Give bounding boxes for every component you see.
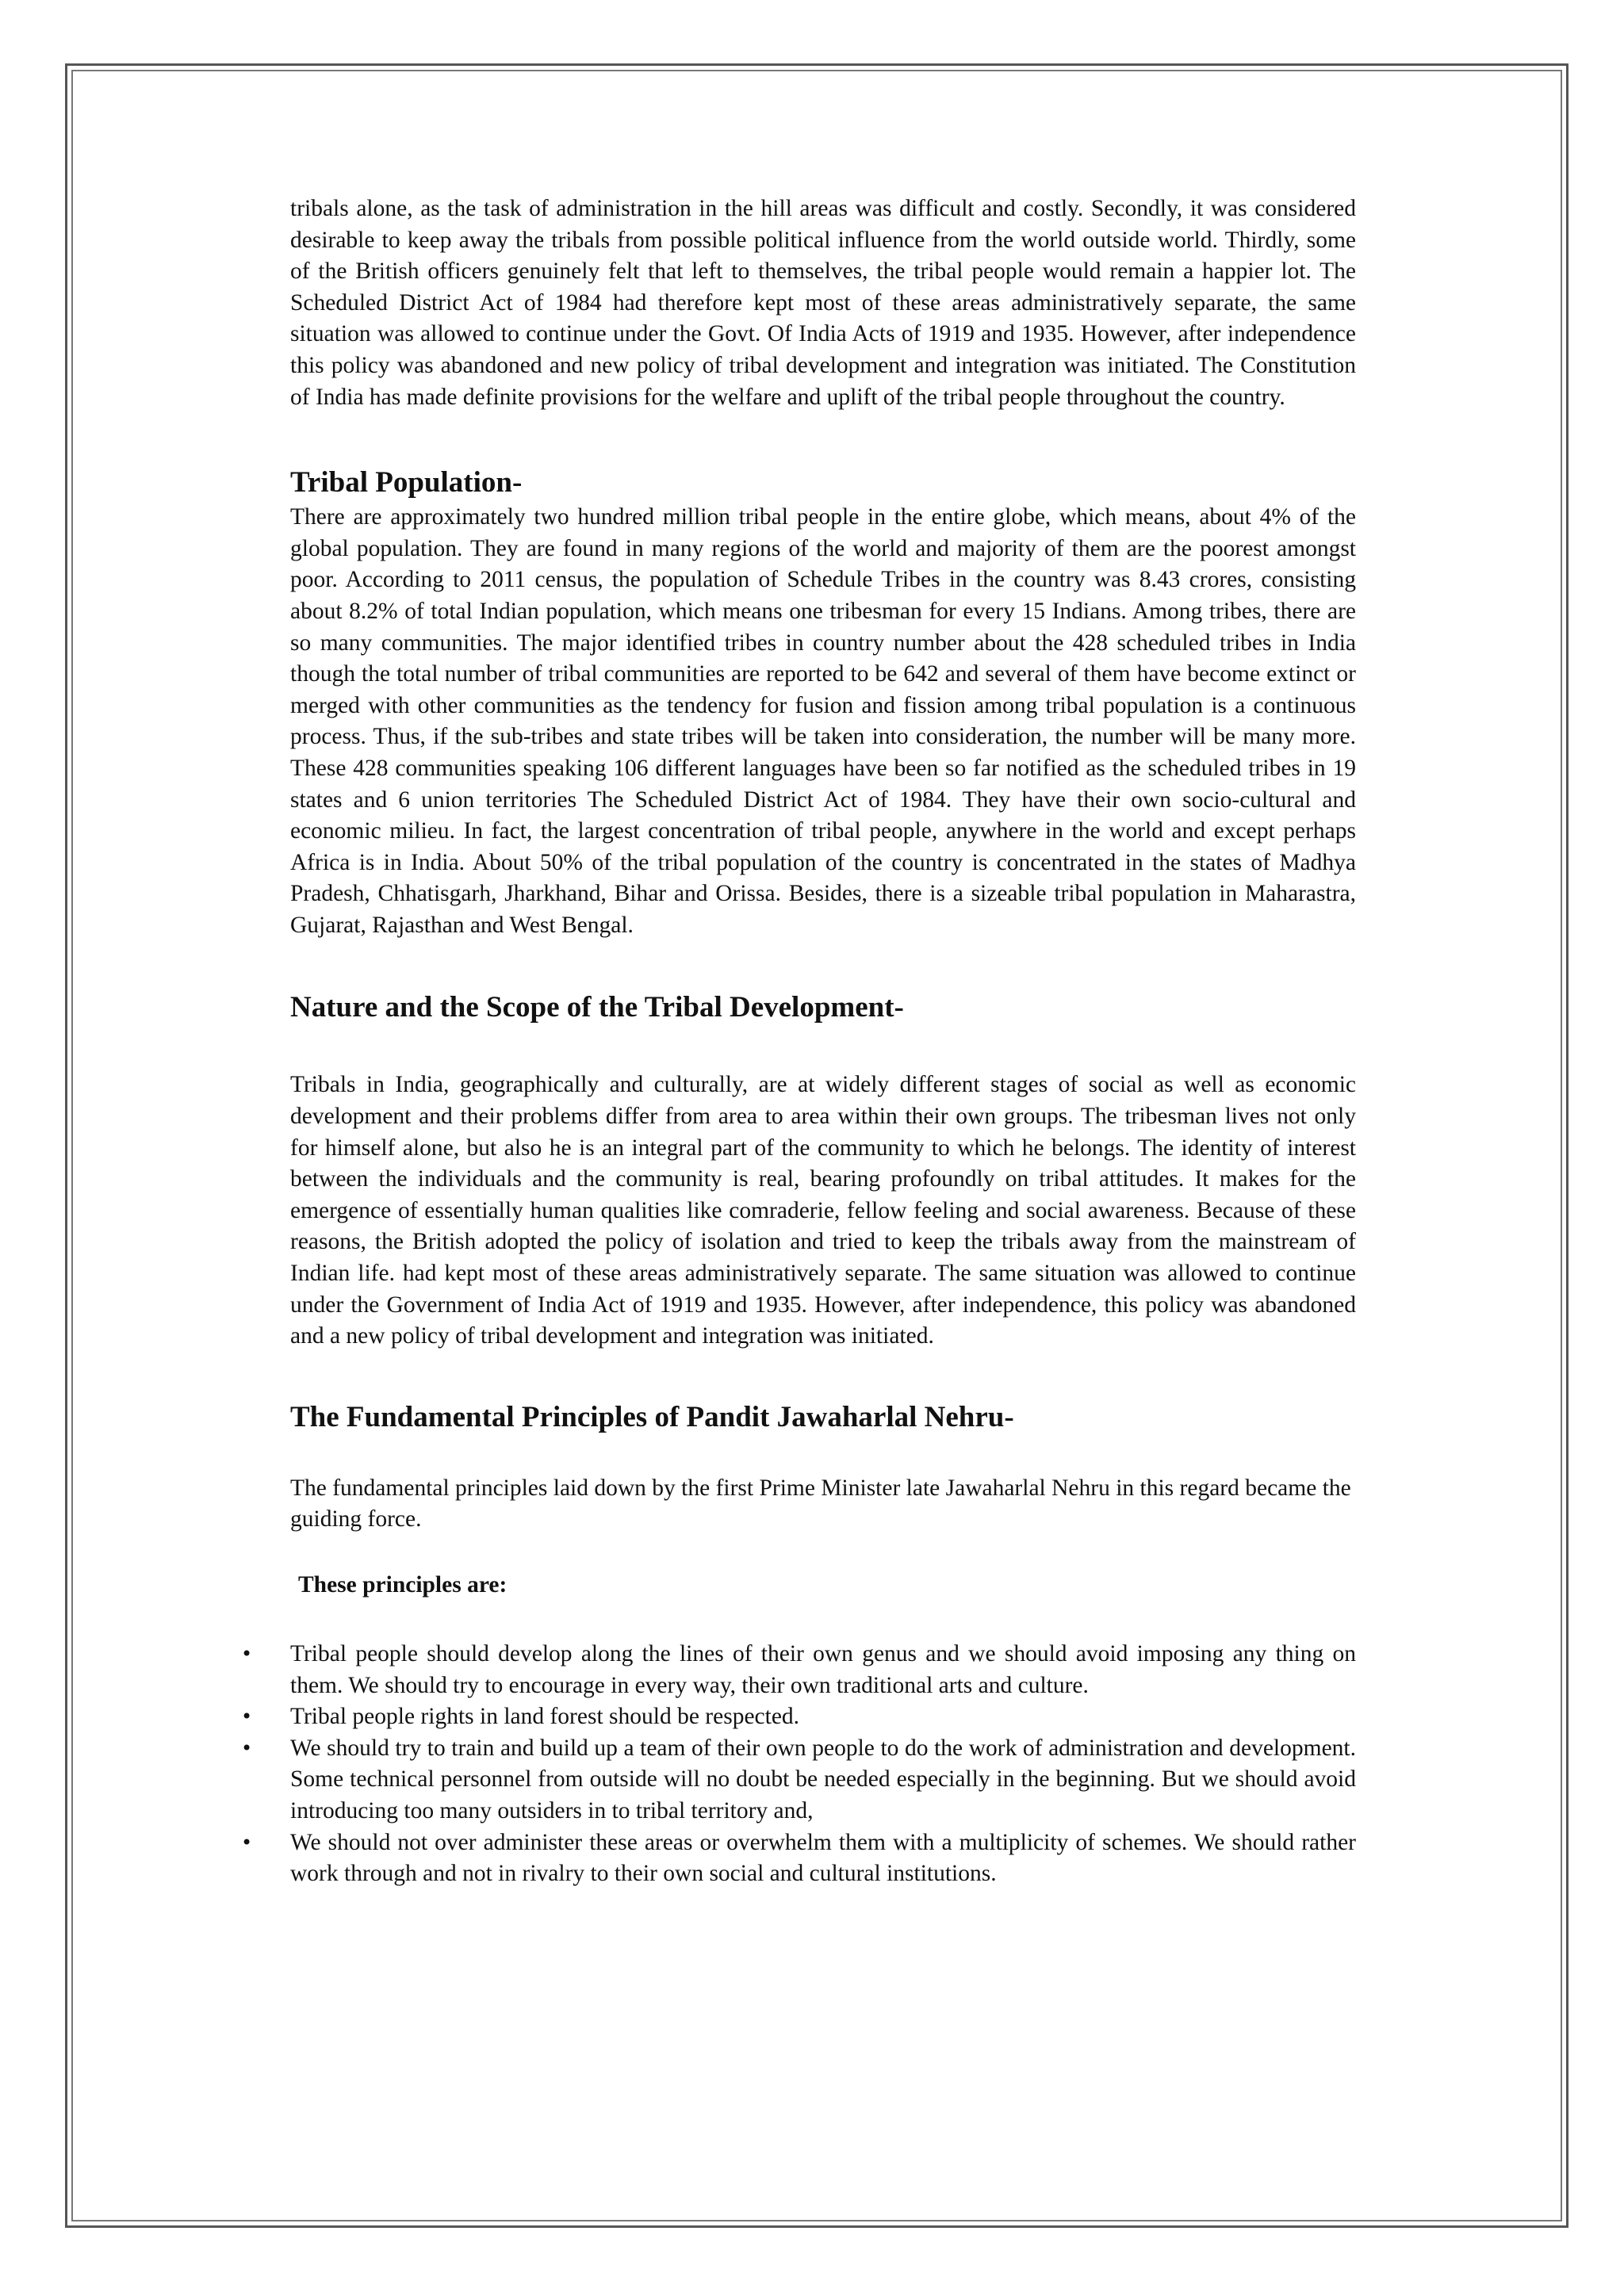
tribal-population-paragraph: There are approximately two hundred million tribal people in the entire globe, which means, about 4% of the global population. They are found in many regions of the world and majority of them are the poorest amongst poor. According to 2011 census, the population of Schedule Tribes in the country was 8.43 crores, consisting about 8.2% of total Indian population, which means one tribesman for every 15 Indians. Among tribes, there are so many communities. The major identified tribes in country number about the 428 scheduled tribes in India though the total number of tribal communities are reported to be 642 and several of them have become extinct or merged with other communities as the tendency for fusion and fission among tribal population is a continuous process. Thus, if the sub-tribes and state tribes will be taken into consideration, the number will be many more. These 428 communities speaking 106 different languages have been so far notified as the scheduled tribes in 19 states and 6 union territories The Scheduled District Act of 1984. They have their own socio-cultural and economic milieu. In fact, the largest concentration of tribal people, anywhere in the world and except perhaps Africa is in India. About 50% of the tribal population of the country is concentrated in the states of Madhya Pradesh, Chhatisgarh, Jharkhand, Bihar and Orissa. Besides, there is a sizeable tribal population in Maharastra, Gujarat, Rajasthan and West Bengal. bbox=[290, 504, 1356, 938]
list-item-text: Tribal people should develop along the lines of their own genus and we should avoid imposing any thing on them. We should try to encourage in every way, their own traditional arts and culture. bbox=[290, 1641, 1356, 1698]
list-item bbox=[241, 1701, 1356, 1733]
list-item bbox=[241, 1827, 1356, 1890]
list-item bbox=[241, 1733, 1356, 1827]
principles-list-label: These principles are: bbox=[298, 1572, 508, 1598]
heading-nehru-principles: The Fundamental Principles of Pandit Jawaharlal Nehru- bbox=[290, 1400, 1014, 1433]
heading-nature-scope: Nature and the Scope of the Tribal Development- bbox=[290, 991, 904, 1024]
bullet-icon: • bbox=[241, 1736, 253, 1759]
principles-list bbox=[241, 1639, 1356, 1890]
nehru-intro-paragraph: The fundamental principles laid down by the first Prime Minister late Jawaharlal Nehru in this regard became the guiding force. bbox=[290, 1475, 1351, 1533]
bullet-icon: • bbox=[241, 1643, 253, 1665]
list-item bbox=[241, 1639, 1356, 1701]
heading-tribal-population: Tribal Population- bbox=[290, 466, 523, 499]
nature-scope-paragraph: Tribals in India, geographically and culturally, are at widely different stages of social as well as economic development and their problems differ from area to area within their own groups. The tribesman lives not only for himself alone, but also he is an integral part of the community to which he belongs. The identity of interest between the individuals and the community is real, bearing profoundly on tribal attitudes. It makes for the emergence of essentially human qualities like comraderie, fellow feeling and social awareness. Because of these reasons, the British adopted the policy of isolation and tried to keep the tribals away from the mainstream of Indian life. had kept most of these areas administratively separate. The same situation was allowed to continue under the Government of India Act of 1919 and 1935. However, after independence, this policy was abandoned and a new policy of tribal development and integration was initiated. bbox=[290, 1072, 1356, 1349]
bullet-icon: • bbox=[241, 1831, 253, 1854]
intro-paragraph: tribals alone, as the task of administration in the hill areas was difficult and costly. Secondly, it was considered desirable to keep away the tribals from possible political influence from the world outside world. Thirdly, some of the British officers genuinely felt that left to themselves, the tribal people would remain a happier lot. The Scheduled District Act of 1984 had therefore kept most of these areas administratively separate, the same situation was allowed to continue under the Govt. Of India Acts of 1919 and 1935. However, after independence this policy was abandoned and new policy of tribal development and integration was initiated. The Constitution of India has made definite provisions for the welfare and uplift of the tribal people throughout the country. bbox=[290, 196, 1356, 410]
document-body bbox=[241, 193, 1356, 1890]
list-item-text: Tribal people rights in land forest should be respected. bbox=[290, 1704, 800, 1730]
list-item-text: We should try to train and build up a team of their own people to do the work of administration and development. Some technical personnel from outside will no doubt be needed especially in the beginning. But we should avoid introducing too many outsiders in to tribal territory and, bbox=[290, 1735, 1356, 1823]
list-item-text: We should not over administer these areas or overwhelm them with a multiplicity of schemes. We should rather work through and not in rivalry to their own social and cultural institutions. bbox=[290, 1829, 1356, 1887]
bullet-icon: • bbox=[241, 1705, 253, 1728]
